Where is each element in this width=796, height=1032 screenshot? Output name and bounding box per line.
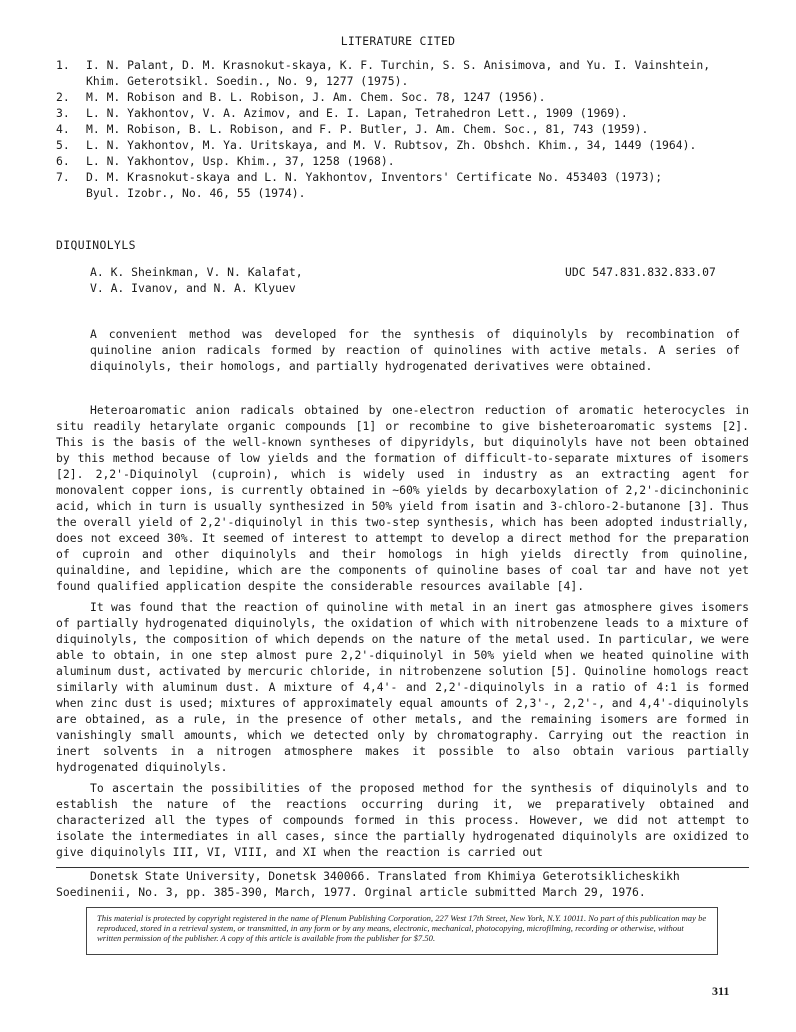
reference-item	[56, 153, 756, 169]
reference-line: Byul. Izobr., No. 46, 55 (1974).	[86, 186, 306, 200]
article-title: DIQUINOLYLS	[56, 238, 136, 252]
reference-text: L. N. Yakhontov, M. Ya. Uritskaya, and M. V. Rubtsov, Zh. Obshch. Khim., 34, 1449 (1964).	[86, 138, 697, 152]
body-paragraph: To ascertain the possibilities of the proposed method for the synthesis of diquinolyls and to establish the nature of the reactions occurring during it, we preparatively obtained and characterized all the types of compounds formed in this process. However, we did not attempt to isolate the intermediates in all cases, since the partially hydrogenated diquinolyls are oxidized to give diquinolyls III, VI, VIII, and XI when the reaction is carried out	[56, 781, 749, 859]
udc-code: UDC 547.831.832.833.07	[565, 265, 716, 279]
reference-number: 2.	[56, 90, 70, 104]
reference-number: 1.	[56, 58, 70, 72]
reference-line: Khim. Geterotsikl. Soedin., No. 9, 1277 (1975).	[86, 74, 409, 88]
abstract-text: A convenient method was developed for the synthesis of diquinolyls by recombination of quinoline anion radicals formed by reaction of quinolines with active metals. A series of diquinolyls, their homologs, and partially hydrogenated derivatives were obtained.	[90, 327, 740, 373]
literature-cited-heading: LITERATURE CITED	[340, 34, 456, 48]
reference-number: 5.	[56, 138, 70, 152]
article-body	[56, 402, 749, 865]
reference-item	[56, 121, 756, 137]
reference-text: M. M. Robison and B. L. Robison, J. Am. Chem. Soc. 78, 1247 (1956).	[86, 90, 546, 104]
body-paragraph: It was found that the reaction of quinoline with metal in an inert gas atmosphere gives isomers of partially hydrogenated diquinolyls, the oxidation of which with nitrobenzene leads to a mixture of diquinolyls, the composition of which depends on the nature of the metal used. In particular, we were able to obtain, in one step almost pure 2,2'-diquinolyl in 50% yield when we heated quinoline with aluminum dust, activated by mercuric chloride, in nitrobenzene solution [5]. Quinoline homologs react similarly with aluminum dust. A mixture of 4,4'- and 2,2'-diquinolyls in a ratio of 4:1 is formed when zinc dust is used; mixtures of approximately equal amounts of 2,3'-, 2,2'-, and 4,4'-diquinolyls are obtained, as a rule, in the presence of other metals, and the remaining isomers are formed in vanishingly small amounts, which we detected only by chromatography. Carrying out the reaction in inert solvents in a nitrogen atmosphere makes it possible to also obtain various partially hydrogenated diquinolyls.	[56, 600, 749, 774]
reference-text: M. M. Robison, B. L. Robison, and F. P. Butler, J. Am. Chem. Soc., 81, 743 (1959).	[86, 122, 649, 136]
authors-line: V. A. Ivanov, and N. A. Klyuev	[90, 281, 296, 295]
reference-number: 4.	[56, 122, 70, 136]
abstract	[90, 326, 740, 374]
reference-number: 7.	[56, 170, 70, 184]
reference-item	[56, 169, 756, 201]
reference-item	[56, 89, 756, 105]
reference-item	[56, 105, 756, 121]
page-number: 311	[712, 984, 730, 998]
footnote-text: Donetsk State University, Donetsk 340066. Translated from Khimiya Geterotsiklicheskikh Soedinenii, No. 3, pp. 385-390, March, 1977. Orginal article submitted March 29, 1976.	[56, 869, 680, 899]
reference-list	[56, 57, 756, 201]
reference-text: L. N. Yakhontov, Usp. Khim., 37, 1258 (1968).	[86, 154, 395, 168]
copyright-notice: This material is protected by copyright registered in the name of Plenum Publishing Corporation, 227 West 17th Street, New York, N.Y. 10011. No part of this publication may be reproduced, stored in a retrieval system, or transmitted, in any form or by any means, electronic, mechanical, photocopying, microfilming, recording or otherwise, without written permission of the publisher. A copy of this article is available from the publisher for $7.50.	[86, 907, 718, 955]
reference-text	[86, 169, 756, 201]
authors-line: A. K. Sheinkman, V. N. Kalafat,	[90, 265, 303, 279]
affiliation-footnote	[56, 868, 749, 900]
reference-line: I. N. Palant, D. M. Krasnokut-skaya, K. F. Turchin, S. S. Anisimova, and Yu. I. Vainshtein,	[86, 58, 711, 72]
reference-item	[56, 57, 756, 89]
reference-text: L. N. Yakhontov, V. A. Azimov, and E. I. Lapan, Tetrahedron Lett., 1909 (1969).	[86, 106, 628, 120]
reference-line: D. M. Krasnokut-skaya and L. N. Yakhontov, Inventors' Certificate No. 453403 (1973);	[86, 170, 663, 184]
reference-text	[86, 57, 756, 89]
reference-number: 3.	[56, 106, 70, 120]
body-paragraph: Heteroaromatic anion radicals obtained by one-electron reduction of aromatic heterocycles in situ readily hetarylate organic compounds [1] or recombine to give bisheteroaromatic systems [2]. This is the basis of the well-known syntheses of dipyridyls, but diquinolyls have not been obtained by this method because of low yields and the formation of difficult-to-separate mixtures of isomers [2]. 2,2'-Diquinolyl (cuproin), which is widely used in industry as an extracting agent for monovalent copper ions, is currently obtained in ~60% yields by decarboxylation of 2,2'-dicinchoninic acid, which in turn is usually synthesized in 50% yield from isatin and 3-chloro-2-butanone [3]. Thus the overall yield of 2,2'-diquinolyl in this two-step synthesis, which has been adopted industrially, does not exceed 30%. It seemed of interest to attempt to develop a direct method for the preparation of cuproin and other diquinolyls and their homologs in high yields directly from quinoline, quinaldine, and lepidine, which are the components of quinoline bases of coal tar and have not yet found qualified application despite the considerable resources available [4].	[56, 403, 749, 593]
reference-item	[56, 137, 756, 153]
author-block	[90, 264, 303, 296]
reference-number: 6.	[56, 154, 70, 168]
